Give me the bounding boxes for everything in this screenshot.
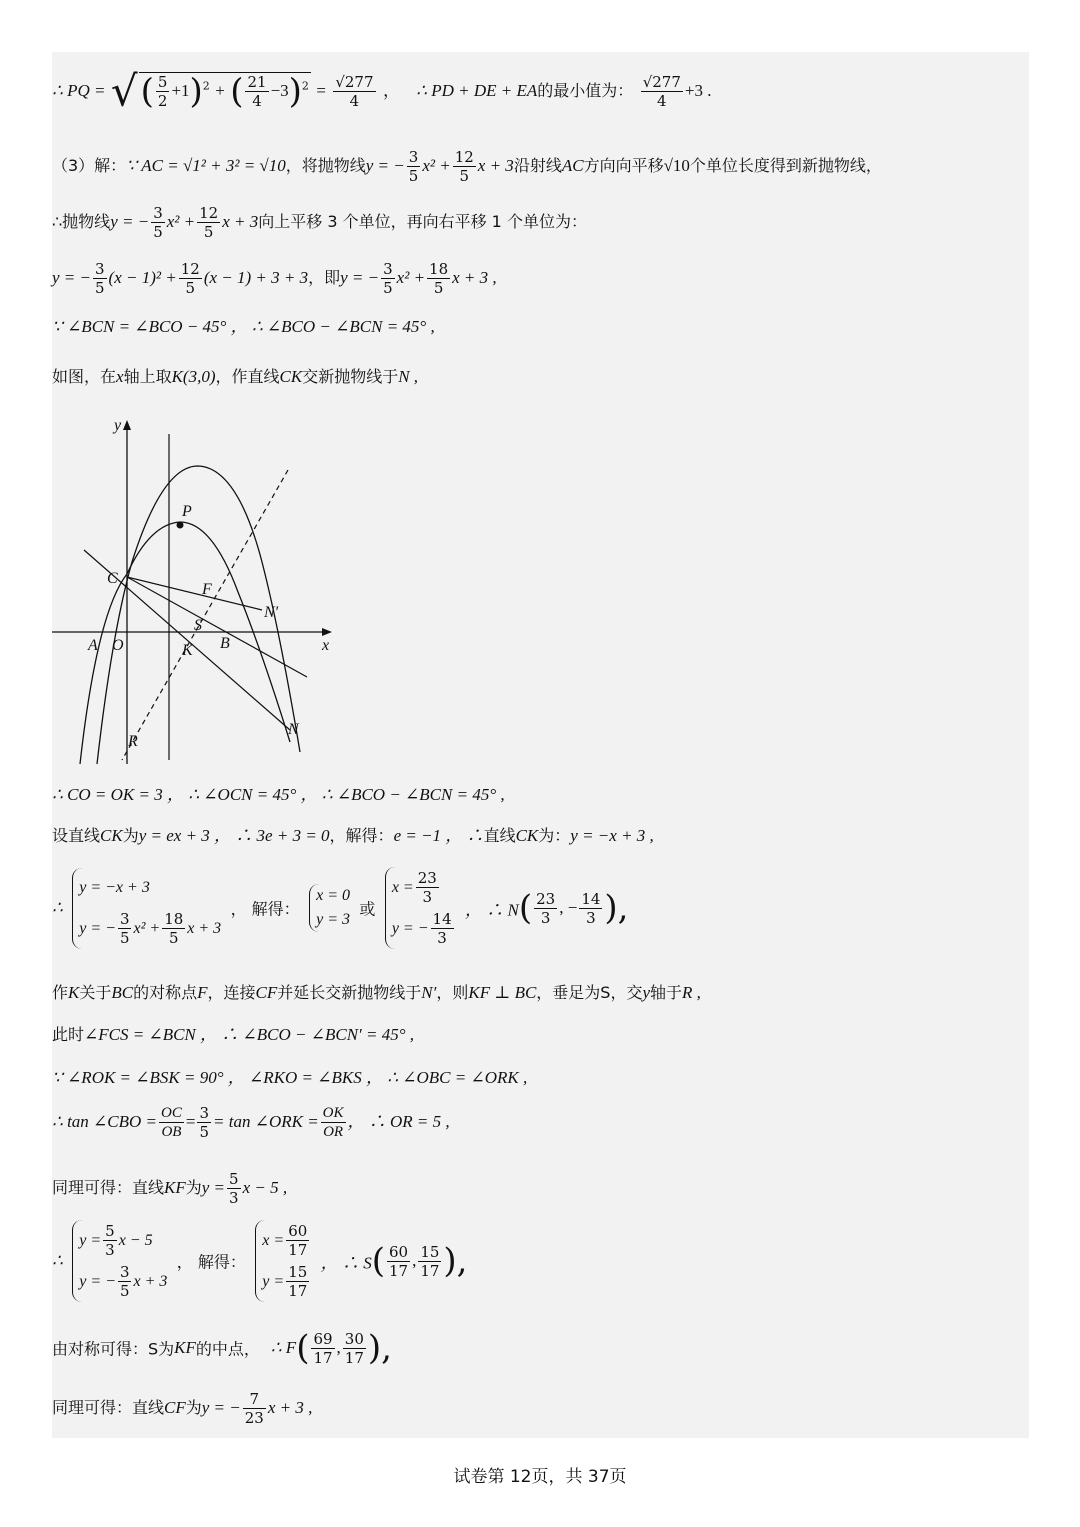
cjk-text: 此时	[52, 1025, 85, 1044]
label-r: R	[128, 733, 138, 750]
label-o: O	[112, 637, 124, 654]
math-text: x + 3	[133, 1273, 168, 1290]
cjk-text: 的对称点	[133, 983, 198, 1002]
frac-num: 12	[199, 204, 219, 222]
math-text: x − 5 ,	[242, 1178, 288, 1197]
math-text: x² +	[166, 212, 196, 231]
math-text: x + 3	[222, 212, 259, 231]
x-axis-arrow	[322, 628, 332, 636]
math-text: x	[116, 367, 124, 386]
frac-num: 14	[581, 889, 601, 908]
cjk-text: 向上平移 3 个单位，再向右平移 1 个单位为：	[258, 212, 587, 231]
math-text: y = ex + 3 ， ∴ 3e + 3 = 0	[138, 826, 330, 845]
math-text: K	[68, 983, 80, 1002]
solution-system	[255, 1220, 311, 1302]
frac-den: 5	[383, 279, 393, 297]
figure-intro-line	[52, 364, 418, 390]
frac-den: 2	[157, 92, 168, 110]
line-cf-line	[52, 1390, 312, 1427]
line-cb	[127, 577, 307, 677]
math-text: ， ∴ S	[320, 1253, 372, 1273]
frac-den: 3	[540, 908, 551, 927]
parabola-figure	[52, 412, 342, 772]
cjk-text: 或	[359, 899, 376, 919]
math-text: BC	[111, 983, 134, 1002]
math-text: x =	[391, 879, 414, 896]
frac-den: 3	[586, 908, 596, 927]
math-text: R ,	[682, 983, 701, 1002]
math-text: y = −	[391, 920, 429, 937]
frac-num: 14	[432, 910, 452, 928]
y-axis-arrow	[123, 420, 131, 430]
math-text: x² +	[133, 919, 161, 937]
math-text: y =	[262, 1273, 285, 1290]
math-text: =	[316, 81, 326, 100]
math-text: ∴ F	[270, 1338, 297, 1357]
frac-den: 5	[185, 279, 196, 297]
cjk-text: 同理可得：直线	[52, 1178, 165, 1197]
rok-angle-line: ∵ ∠ROK = ∠BSK = 90° ， ∠RKO = ∠BKS ， ∴ ∠OBC = ∠ORK ,	[52, 1068, 528, 1087]
frac-den: 4	[657, 92, 667, 110]
frac-num: 5	[157, 73, 168, 91]
label-p: P	[182, 503, 192, 520]
symmetric-point-line	[52, 980, 701, 1006]
math-text: (x − 1) + 3 + 3	[203, 268, 309, 287]
math-text: y = −	[79, 1273, 116, 1290]
frac-den: 5	[153, 223, 163, 241]
math-text: x + 3	[187, 919, 222, 937]
cjk-text: ，垂足为S，交	[536, 983, 643, 1002]
line-kf-line	[52, 1170, 287, 1207]
frac-den: 4	[349, 92, 360, 110]
label-f: F	[202, 581, 212, 598]
math-text: y =	[79, 1232, 102, 1249]
translate-line	[52, 204, 587, 241]
tan-line	[52, 1104, 450, 1141]
cjk-text: ，则	[436, 983, 469, 1002]
cjk-text: ， 解得：	[230, 899, 300, 919]
frac-num: √277	[642, 73, 681, 91]
cjk-text: 设直线	[52, 826, 101, 845]
cjk-text: 为	[122, 826, 139, 845]
frac-den: 5	[203, 223, 214, 241]
exponent: 2	[202, 79, 210, 93]
system-n-line: ∴ y = −x + 3 y = − $\frac{3}{5}$ x² + $\frac{18}{5}$ x + 3 ， 解得： x = 0 y = 3 或 x = $\frac{23}{3}$ y = − $\frac{14}{3}$ ， ∴ N( $\frac{23}{3}$ , − $\frac{14}{3}$ ),	[52, 869, 629, 947]
frac-num: 7	[243, 1390, 266, 1409]
fcs-angle-line	[52, 1022, 414, 1048]
math-text: KF ⊥ BC	[468, 983, 537, 1002]
system-s-line: ∴ y = $\frac{5}{3}$ x − 5 y = − $\frac{3}{5}$ x + 3 ， 解得： x = $\frac{60}{17}$ y = $\frac{15}{17}$ ， ∴ S( $\frac{60}{17}$ , $\frac{15}{17}$ ),	[52, 1222, 468, 1300]
frac-den: 5	[199, 1123, 209, 1141]
cjk-text: 作	[52, 983, 69, 1002]
frac-den: 5	[433, 279, 444, 297]
math-text: x² +	[422, 156, 451, 175]
frac-num: 3	[408, 148, 419, 166]
math-text: y = −x + 3 ,	[570, 826, 654, 845]
frac-num: 23	[536, 889, 556, 908]
math-text: x =	[262, 1232, 285, 1249]
cjk-text: ， 解得：	[176, 1252, 246, 1272]
equation: y = −x + 3	[79, 878, 150, 896]
math-text: x − 5	[118, 1232, 153, 1249]
frac-den: 17	[313, 1348, 333, 1367]
angle-relation-line: ∵ ∠BCN = ∠BCO − 45° ， ∴ ∠BCO − ∠BCN = 45° ,	[52, 317, 435, 336]
frac-num: 15	[288, 1263, 308, 1281]
frac-num: 3	[95, 260, 105, 278]
math-text: KF	[174, 1338, 196, 1357]
frac-den: 3	[422, 888, 433, 906]
math-text: y = −	[201, 1398, 241, 1417]
equation-system	[72, 868, 221, 949]
math-text: CK	[100, 826, 123, 845]
cjk-text: 如图，在	[52, 367, 117, 386]
separator: ，	[382, 81, 400, 101]
math-text: N′	[421, 983, 437, 1002]
frac-num: 60	[288, 1222, 308, 1240]
math-text: +3 .	[684, 81, 712, 100]
math-text: ∠FCS = ∠BCN ， ∴ ∠BCO − ∠BCN′ = 45° ,	[84, 1025, 415, 1044]
equation: x = 0	[316, 887, 350, 904]
new-parabola-line	[52, 260, 497, 297]
frac-den: 5	[95, 279, 105, 297]
page-footer: 试卷第 12页，共 37页	[453, 1467, 627, 1487]
pq-label: ∴ PQ =	[52, 81, 106, 100]
cjk-text: 同理可得：直线	[52, 1398, 165, 1417]
label-k: K	[182, 642, 193, 659]
math-text: ， ∴ N	[465, 900, 519, 920]
therefore-symbol: ∴	[52, 1251, 63, 1270]
frac-den: 5	[408, 167, 419, 185]
cjk-text: 沿射线	[513, 156, 562, 175]
math-text: ∴ tan ∠CBO =	[52, 1112, 158, 1131]
math-text: CF	[255, 983, 278, 1002]
frac-den: 3	[229, 1189, 239, 1207]
frac-den: 17	[388, 1261, 409, 1280]
equation-system	[72, 1220, 167, 1302]
math-text: , −	[559, 898, 578, 917]
math-text: x² +	[396, 268, 426, 287]
frac-den: 17	[288, 1241, 308, 1259]
cjk-text: ，将抛物线	[285, 156, 366, 175]
label-a: A	[88, 637, 98, 654]
cjk-text: ，作直线	[215, 367, 280, 386]
cjk-text: 轴于	[650, 983, 683, 1002]
math-text: K(3,0)	[171, 367, 216, 386]
math-text: CK	[515, 826, 539, 845]
math-text: CK	[279, 367, 303, 386]
frac-num: 21	[247, 73, 267, 91]
cjk-text: （3）解：	[52, 156, 127, 175]
frac-den: 23	[244, 1409, 264, 1427]
frac-den: 5	[119, 1282, 130, 1300]
math-text: ,	[412, 1251, 417, 1270]
label-b: B	[220, 635, 230, 652]
frac-num: OK	[322, 1105, 344, 1121]
solution-system-1	[309, 884, 350, 932]
cjk-text: 为	[185, 1398, 202, 1417]
line-ck-line	[52, 823, 654, 849]
frac-num: 3	[199, 1104, 209, 1122]
frac-num: 5	[229, 1170, 239, 1188]
frac-num: 69	[313, 1329, 333, 1348]
frac-num: 60	[388, 1242, 409, 1261]
frac-den: 4	[252, 92, 262, 110]
frac-den: 17	[420, 1261, 440, 1280]
math-text: y =	[201, 1178, 226, 1197]
math-text: +1	[171, 81, 190, 100]
math-text: F	[197, 983, 208, 1002]
cjk-text: ，解得：	[329, 826, 394, 845]
frac-den: 5	[168, 928, 179, 947]
math-text: ∵ AC = √1² + 3² = √10	[126, 156, 286, 175]
cjk-text: 交新抛物线于	[302, 367, 399, 386]
math-text: y	[642, 983, 651, 1002]
math-text: x + 3	[477, 156, 514, 175]
math-text: CF	[164, 1398, 186, 1417]
frac-den: 3	[105, 1241, 115, 1259]
math-text: AC	[561, 156, 584, 175]
cjk-text: ，连接	[207, 983, 256, 1002]
frac-num: 12	[180, 260, 200, 278]
frac-den: 5	[459, 167, 469, 185]
math-text: x + 3 ,	[452, 268, 497, 287]
point-p	[177, 522, 184, 529]
label-n: N	[288, 721, 299, 738]
math-text: √10	[663, 156, 690, 175]
equation: y = 3	[316, 911, 350, 928]
frac-num: 30	[344, 1329, 364, 1348]
frac-num: 18	[164, 909, 184, 928]
cjk-text: 的中点，	[195, 1339, 260, 1359]
math-text: x + 3 ,	[267, 1398, 313, 1417]
frac-den: 17	[288, 1282, 308, 1300]
math-text: y = −	[79, 919, 116, 937]
frac-den: 5	[119, 928, 130, 947]
label-n-prime: N′	[264, 604, 279, 621]
co-ok-line: ∴ CO = OK = 3 ， ∴ ∠OCN = 45° ， ∴ ∠BCO − ∠BCN = 45° ,	[52, 785, 505, 804]
math-text: =	[185, 1112, 196, 1131]
math-text: ),	[443, 1241, 468, 1281]
frac-num: 12	[454, 148, 474, 166]
cjk-text: ，即	[308, 268, 341, 287]
math-text: y = −	[340, 268, 380, 287]
frac-den: OB	[161, 1124, 182, 1140]
frac-num: 3	[153, 204, 163, 222]
point-f-line: 由对称可得：S为KF的中点， ∴ F( $\frac{69}{17}$ , $\frac{30}{17}$ ),	[52, 1328, 392, 1368]
math-text: y = −	[110, 212, 150, 231]
math-text: y = −	[52, 268, 91, 287]
math-text: ， ∴ OR = 5 ,	[347, 1112, 450, 1131]
math-text: −3	[270, 81, 289, 100]
frac-num: 3	[119, 1263, 130, 1281]
math-text: +	[215, 81, 225, 100]
frac-num: 18	[429, 260, 449, 278]
label-s: S	[194, 617, 202, 634]
cjk-text: 并延长交新抛物线于	[277, 983, 422, 1002]
pq-formula-line: ∴ PQ = √( $\frac{5}{2}$ +1)$^2$ + ( $\frac{21}{4}$ −3)$^2$ = $\frac{√277}{4}$ ， ∴ PD + DE + EA的最小值为： $\frac{√277}{4}$ +3 .	[52, 66, 712, 116]
cjk-text: 为：	[538, 826, 571, 845]
frac-num: 23	[417, 869, 437, 887]
frac-num: OC	[161, 1105, 182, 1121]
frac-num: √277	[335, 73, 374, 91]
math-text: e = −1 ， ∴	[393, 826, 484, 845]
math-text: ,	[336, 1338, 341, 1357]
frac-num: 3	[383, 260, 393, 278]
label-x: x	[322, 637, 330, 654]
frac-num: 3	[119, 909, 130, 928]
math-text: y = −	[365, 156, 405, 175]
frac-den: OR	[323, 1124, 344, 1140]
cjk-text: 直线	[483, 826, 516, 845]
math-text: (x − 1)² +	[108, 268, 177, 287]
math-text: = tan ∠ORK =	[213, 1112, 319, 1131]
frac-den: 3	[437, 929, 447, 947]
label-c: C	[107, 570, 118, 587]
frac-num: 5	[105, 1222, 115, 1240]
part3-intro-line	[52, 148, 882, 185]
cjk-text: 个单位长度得到新抛物线，	[689, 156, 882, 175]
math-text: ∴ PD + DE + EA	[416, 81, 538, 100]
cjk-text: 关于	[79, 983, 112, 1002]
cjk-text: 由对称可得：S为	[52, 1339, 175, 1359]
cjk-text: 方向向平移	[583, 156, 664, 175]
label-y: y	[114, 417, 122, 434]
frac-num: 15	[420, 1242, 440, 1261]
page-sheet	[52, 52, 1029, 1438]
frac-den: 17	[344, 1348, 364, 1367]
therefore-symbol: ∴	[52, 898, 63, 917]
math-text: ),	[367, 1328, 392, 1368]
cjk-text: ∴抛物线	[52, 212, 111, 231]
math-text: ),	[604, 888, 629, 928]
exponent: 2	[301, 79, 309, 93]
cjk-text: 轴上取	[123, 367, 172, 386]
math-text: KF	[164, 1178, 186, 1197]
solution-system-2	[385, 867, 456, 949]
cjk-text: 为	[185, 1178, 202, 1197]
math-text: N ,	[398, 367, 419, 386]
cjk-text: 的最小值为：	[537, 81, 634, 100]
